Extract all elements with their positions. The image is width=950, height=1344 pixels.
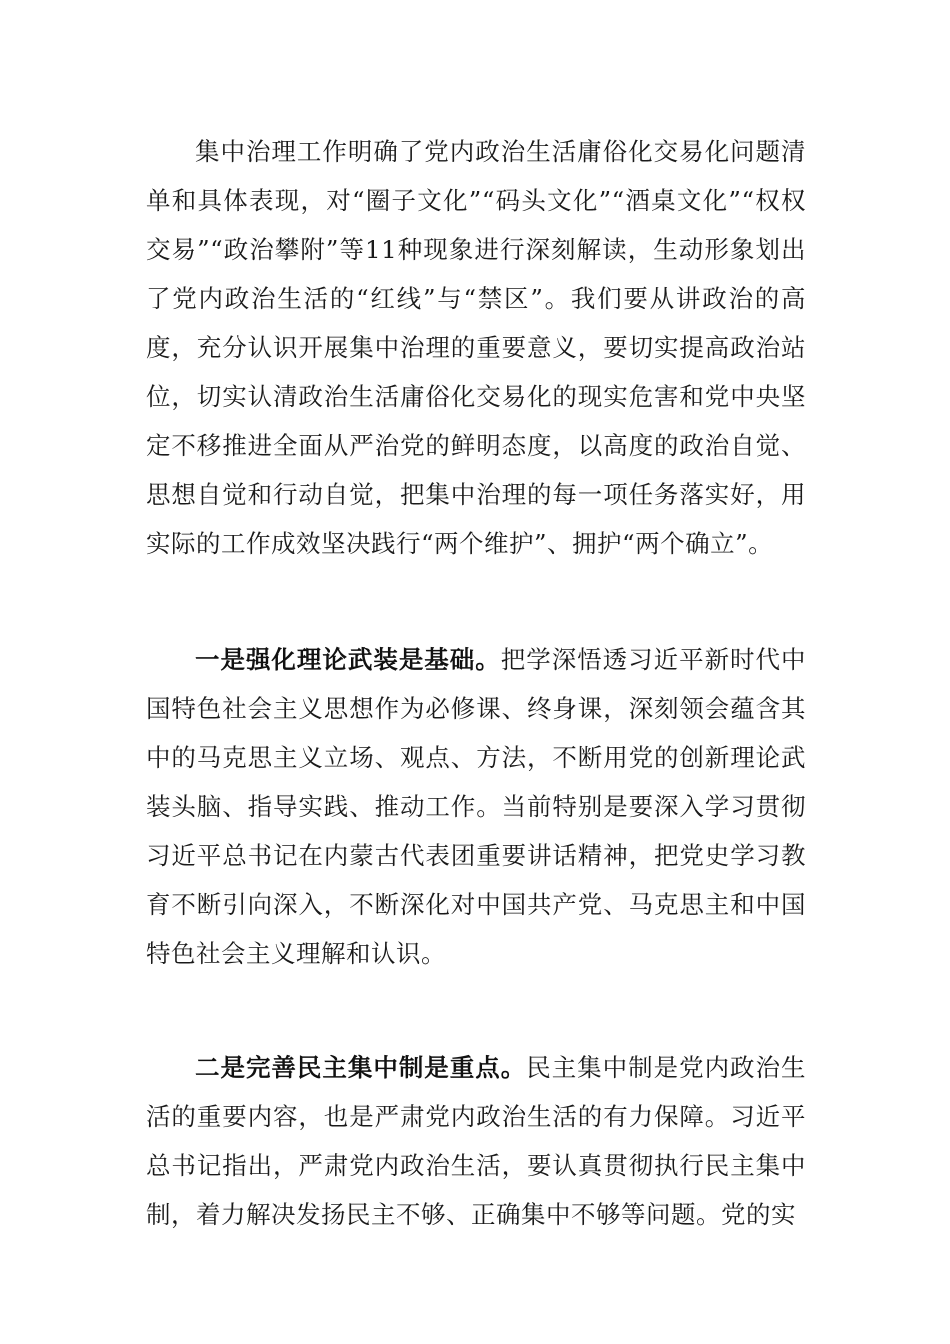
paragraph-body: 民主集中制是党内政治生活的重要内容，也是严肃党内政治生活的有力保障。习近平总书记指出，严肃党内政治生活，要认真贯彻执行民主集中制，着力解决发扬民主不够、正确集中不够等问题。党的实 [146,1053,807,1229]
paragraph-lead: 一是强化理论武装是基础。 [195,645,501,674]
paragraph-lead: 二是完善民主集中制是重点。 [195,1053,527,1082]
paragraph-intro [146,127,806,568]
paragraph-body: 把学深悟透习近平新时代中国特色社会主义思想作为必修课、终身课，深刻领会蕴含其中的马克思主义立场、观点、方法，不断用党的创新理论武装头脑、指导实践、推动工作。当前特别是要深入学习贯彻习近平总书记在内蒙古代表团重要讲话精神，把党史学习教育不断引向深入，不断深化对中国共产党、马克思主和中国特色社会主义理解和认识。 [146,645,807,968]
paragraph-theory [146,635,806,978]
paragraph-democratic-centralism [146,1043,806,1239]
paragraph-body: 集中治理工作明确了党内政治生活庸俗化交易化问题清单和具体表现，对“圈子文化”“码头文化”“酒桌文化”“权权交易”“政治攀附”等11种现象进行深刻解读，生动形象划出了党内政治生活的“红线”与“禁区”。我们要从讲政治的高度，充分认识开展集中治理的重要意义，要切实提高政治站位，切实认清政治生活庸俗化交易化的现实危害和党中央坚定不移推进全面从严治党的鲜明态度，以高度的政治自觉、思想自觉和行动自觉，把集中治理的每一项任务落实好，用实际的工作成效坚决践行“两个维护”、拥护“两个确立”。 [146,137,806,558]
